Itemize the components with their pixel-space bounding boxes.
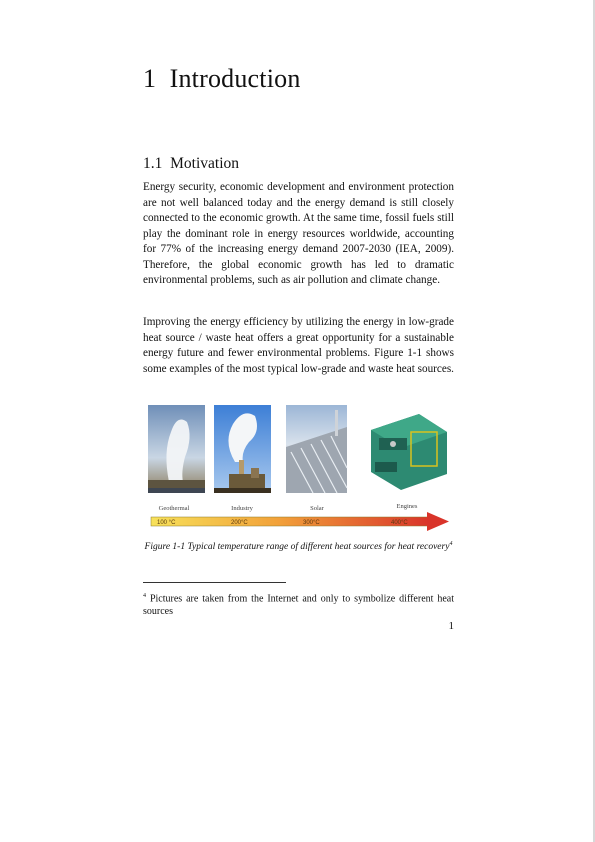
- figure-heat-sources: [143, 402, 454, 534]
- temp-100: 100 °C: [157, 520, 176, 526]
- chapter-heading: 1 Introduction: [143, 64, 301, 93]
- engine-photo: [365, 405, 450, 493]
- geothermal-photo: [148, 405, 205, 493]
- solar-photo: [286, 405, 347, 493]
- page-number: 1: [448, 620, 454, 632]
- industry-photo: [214, 405, 271, 493]
- label-engines: Engines: [396, 503, 418, 510]
- paragraph-motivation-2: Improving the energy efficiency by utilizing the energy in low-grade heat source / waste heat offers a great opportunity for a sustainable energy future and fewer environmental problems. Figure 1-1 shows some examples of the most typical low-grade and waste heat sources.: [143, 316, 454, 375]
- section-heading: 1.1 Motivation: [143, 155, 240, 172]
- figure-caption: Figure 1-1 Typical temperature range of different heat sources for heat recovery$^4$: [144, 541, 453, 553]
- temp-200: 200°C: [231, 520, 248, 526]
- footnote-rule: [143, 582, 286, 583]
- footnote: $^4$ Pictures are taken from the Internet and only to symbolize different heat sources: [143, 593, 455, 618]
- label-geothermal: Geothermal: [158, 505, 190, 512]
- label-industry: Industry: [231, 505, 253, 512]
- paragraph-motivation-1: Energy security, economic development and environment protection are not well balanced today and the energy demand is still closely connected to the economic growth. At the same time, fossil fuels still play the dominant role in energy resources worldwide, accounting for 77% of the increasing energy demand 2007-2030 (IEA, 2009). Therefore, the global economic growth has led to dramatic environmental problems, such as air pollution and climate change.: [143, 181, 454, 286]
- label-solar: Solar: [310, 505, 324, 512]
- temp-400: 400°C: [391, 520, 408, 526]
- footnote-marker: 4: [143, 593, 146, 599]
- caption-footnote-ref: 4: [449, 541, 453, 547]
- temp-300: 300°C: [303, 520, 320, 526]
- heat-sources-image: [143, 402, 454, 534]
